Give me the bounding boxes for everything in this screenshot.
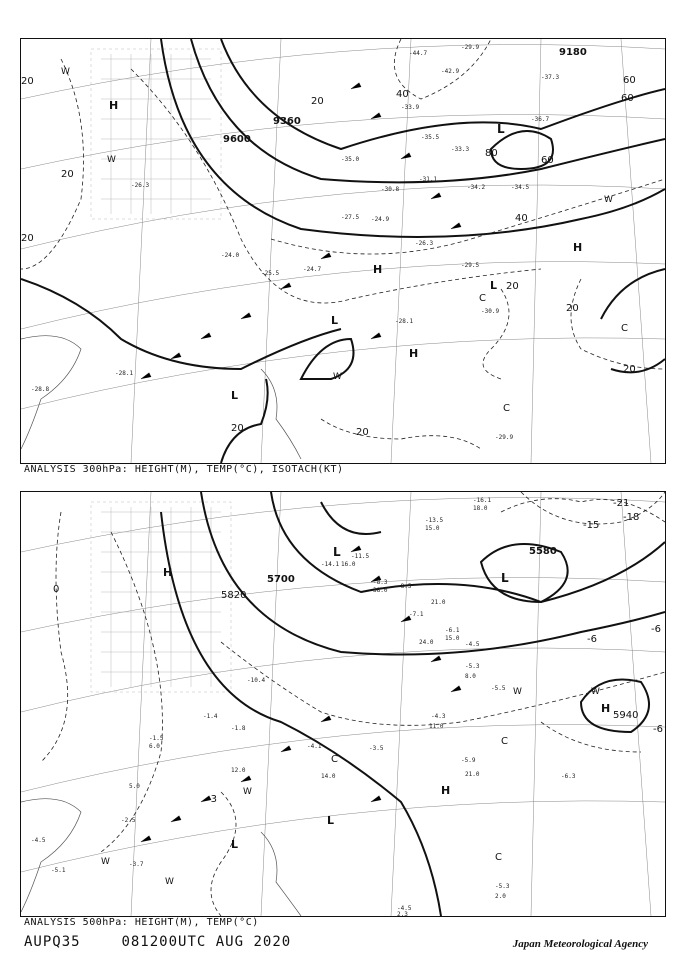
temp-value: -1.5 [149,735,164,742]
temp-value: -27.5 [341,214,360,221]
temp-value: -8.5 [397,583,412,590]
temp-value: -4.3 [431,713,446,720]
contour-label-5940: 5940 [613,710,639,721]
dewpoint-value: 16.0 [341,561,356,568]
isotherm-label: -3 [207,794,217,805]
temp-value: -6.3 [561,773,576,780]
temp-value: -3.5 [369,745,384,752]
isotach-label: 20 [506,281,519,292]
analysis-300hpa-map [20,38,666,464]
temp-value: -30.8 [381,186,400,193]
cold-center: C [621,323,628,334]
wind-barbs [141,83,461,379]
chart-code: AUPQ35 [24,934,81,950]
temp-value: -7.1 [409,611,424,618]
temp-value: -35.5 [421,134,440,141]
temp-value: -42.9 [441,68,460,75]
temp-value: -4.5 [465,641,480,648]
temp-value: -24.7 [303,266,322,273]
isotach-label: 40 [396,89,409,100]
low-pressure-center: L [331,314,339,327]
temp-value: -5.3 [465,663,480,670]
warm-mark: W [243,787,252,797]
temp-value: -5.3 [495,883,510,890]
high-pressure-center: H [573,241,583,254]
map-500hpa-canvas [21,492,665,916]
dewpoint-value: 5.0 [129,783,140,790]
isotach-label: 20 [311,96,324,107]
high-pressure-center: H [441,784,451,797]
coastline-japan [261,832,301,916]
low-pressure-center: L [333,545,341,559]
coastline-west [21,799,81,912]
isotach-label: 60 [541,155,554,166]
high-pressure-center: H [601,702,611,715]
cold-center: C [331,754,338,765]
warm-mark: W [61,67,70,77]
low-pressure-center: L [231,838,239,851]
contour-label-5820: 5820 [221,590,247,601]
temp-value: -29.9 [461,44,480,51]
temp-value: -33.3 [451,146,470,153]
temp-value: -3.7 [129,861,144,868]
cold-center: C [503,403,510,414]
chart-footer [24,934,291,950]
dewpoint-value: 12.0 [231,767,246,774]
warm-mark: W [333,372,342,382]
contour-label-9600: 9600 [223,134,251,145]
dewpoint-value: 24.0 [419,639,434,646]
contour-label-5580: 5580 [529,546,557,557]
height-contours [161,492,665,916]
wind-barbs [141,546,461,842]
contour-label-5700: 5700 [267,574,295,585]
warm-mark: W [591,687,600,697]
warm-mark: W [513,687,522,697]
temp-value: -34.2 [467,184,486,191]
temp-value: -8.3 [373,579,388,586]
top-panel-caption: ANALYSIS 300hPa: HEIGHT(M), TEMP(°C), ISOTACH(KT) [24,464,344,475]
dewpoint-values [129,505,506,916]
chart-datetime: 081200UTC AUG 2020 [121,934,292,950]
isotach-label: 20 [21,76,34,87]
low-pressure-center: L [497,122,505,136]
temp-value: -4.5 [31,837,46,844]
dewpoint-value: 15.0 [425,525,440,532]
temp-value: -37.3 [541,74,560,81]
high-pressure-center: H [109,99,119,112]
dewpoint-value: 38.0 [373,587,388,594]
temp-value: -2.5 [121,817,136,824]
isotach-label: 60 [621,93,634,104]
temp-value: -28.1 [115,370,134,377]
isotherm-label: -6 [587,634,597,645]
dewpoint-value: 6.0 [149,743,160,750]
temp-value: -31.1 [419,176,438,183]
coastline-west [21,336,81,449]
isotach-label: 40 [515,213,528,224]
isotherm-label: -18 [623,512,640,523]
temp-value: -1.8 [231,725,246,732]
isotach-label: 80 [485,148,498,159]
high-pressure-center: H [409,347,419,360]
isotach-label: 20 [21,233,34,244]
agency-name: Japan Meteorological Agency [512,938,648,950]
dewpoint-value: 14.0 [321,773,336,780]
temp-value: -25.5 [261,270,280,277]
isotach-label: 20 [623,364,636,375]
cold-center: C [501,736,508,747]
map-300hpa-canvas [21,39,665,463]
dewpoint-value: 11.0 [429,723,444,730]
contour-label-9180: 9180 [559,47,587,58]
warm-mark: W [165,877,174,887]
dewpoint-value: 8.0 [465,673,476,680]
lat-lon-grid [21,492,665,916]
temp-value: -24.0 [221,252,240,259]
isotherm-label: 0 [53,584,60,595]
temp-value: -28.1 [395,318,414,325]
temperature-values [31,497,576,912]
temp-value: -34.5 [511,184,530,191]
temp-value: -44.7 [409,50,428,57]
isotach-label: 20 [356,427,369,438]
temp-value: -29.9 [495,434,514,441]
temp-value: -11.5 [351,553,370,560]
low-pressure-center: L [231,389,239,402]
dewpoint-value: 18.0 [473,505,488,512]
isotherm-label: -15 [583,520,600,531]
temp-value: -29.5 [461,262,480,269]
temp-value: -26.3 [131,182,150,189]
isotach-label: 60 [623,75,636,86]
temp-value: -4.5 [397,905,412,912]
temp-value: -35.0 [341,156,360,163]
isotach-label: 20 [566,303,579,314]
warm-mark: W [604,195,613,205]
temp-value: -24.9 [371,216,390,223]
hatched-region [91,49,221,219]
low-pressure-center: L [501,571,509,585]
isotherm-label: -21 [613,498,630,509]
cold-center: C [495,852,502,863]
temp-value: -10.4 [247,677,266,684]
warm-mark: W [107,155,116,165]
temp-value: -14.1 [321,561,340,568]
isotach-label: 20 [231,423,244,434]
temp-value: -36.7 [531,116,550,123]
temp-value: -5.5 [491,685,506,692]
dewpoint-value: 21.0 [465,771,480,778]
dewpoint-value: 21.0 [431,599,446,606]
isotherm-label: -6 [651,624,661,635]
dewpoint-value: 2.0 [495,893,506,900]
temp-value: -13.5 [425,517,444,524]
isotach-label: 20 [61,169,74,180]
low-pressure-center: L [327,814,335,827]
temp-value: -28.8 [31,386,50,393]
bottom-panel-caption: ANALYSIS 500hPa: HEIGHT(M), TEMP(°C) [24,917,259,928]
dewpoint-value: 2.3 [397,911,408,916]
isotherm-label: -6 [653,724,663,735]
high-pressure-center: H [163,566,173,579]
dewpoint-value: 15.0 [445,635,460,642]
high-pressure-center: H [373,263,383,276]
temp-value: -6.1 [445,627,460,634]
analysis-500hpa-map [20,491,666,917]
low-pressure-center: L [490,279,498,292]
temp-value: -4.1 [307,743,322,750]
temp-value: -1.4 [203,713,218,720]
warm-mark: W [101,857,110,867]
cold-center: C [479,293,486,304]
temp-value: -5.1 [51,867,66,874]
contour-label-9360: 9360 [273,116,301,127]
temp-value: -33.9 [401,104,420,111]
temp-value: -26.3 [415,240,434,247]
temp-value: -16.1 [473,497,492,504]
temp-value: -5.9 [461,757,476,764]
temp-value: -30.9 [481,308,500,315]
